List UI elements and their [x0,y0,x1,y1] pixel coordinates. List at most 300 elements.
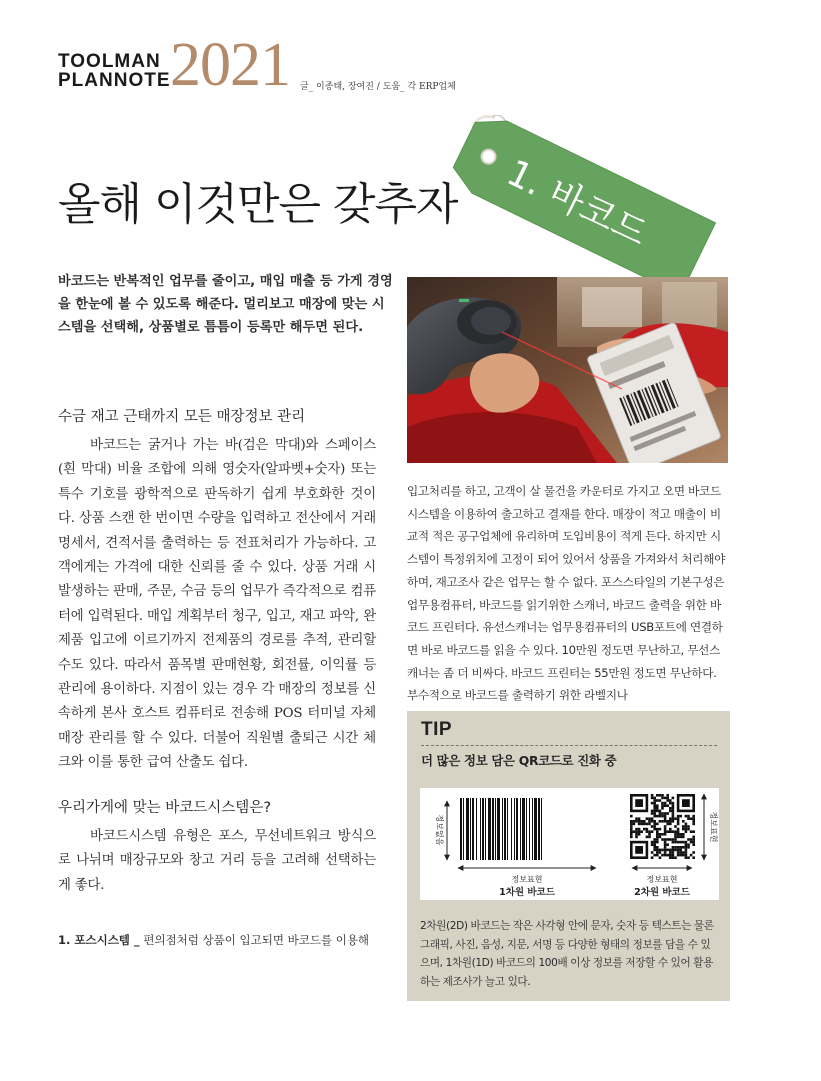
qr-module [656,807,659,810]
qr-module [674,825,677,828]
barcode-bar [522,798,525,860]
qr-module [648,830,651,833]
section-2-heading: 우리가게에 맞는 바코드시스템은? [58,800,272,816]
2d-caption: 2차원 바코드 [634,887,690,898]
qr-module [666,830,669,833]
qr-module [685,823,688,826]
qr-module [638,817,641,820]
qr-module [669,823,672,826]
qr-module [669,856,672,859]
qr-module [664,849,667,852]
qr-module [664,825,667,828]
qr-module [664,820,667,823]
qr-module [656,799,659,802]
qr-module [664,830,667,833]
qr-module [630,820,633,823]
qr-module [656,823,659,826]
tip-box [407,711,730,1001]
qr-module [666,823,669,826]
qr-module [656,828,659,831]
qr-module [638,830,641,833]
qr-module [682,799,690,807]
qr-module [659,849,662,852]
qr-module [669,830,672,833]
qr-module [672,804,675,807]
2d-side-label: 정보표현 [709,811,718,843]
qr-module [659,815,662,818]
qr-module [682,828,685,831]
qr-module [633,830,636,833]
qr-module [640,830,643,833]
qr-module [666,799,669,802]
qr-module [656,815,659,818]
qr-module [669,810,672,813]
tip-body: 2차원(2D) 바코드는 작은 사각형 안에 문자, 숫자 등 텍스트는 물론 그래픽, 사진, 음성, 지문, 서명 등 다양한 형태의 정보를 담을 수 있으며, 1차원(1D) 바코드의 100배 이상 정보를 저장할 수 있어 활용하는 제조사가 늘고 있다. [420,920,714,988]
qr-module [669,820,672,823]
qr-module [661,807,664,810]
qr-module [677,849,680,852]
qr-module [682,854,685,857]
qr-module [669,807,672,810]
qr-module [661,833,664,836]
qr-module [690,817,693,820]
barcode-bar [463,798,464,860]
barcode-bar [504,798,506,860]
qr-module [664,797,667,800]
qr-module [666,797,669,800]
qr-module [630,830,633,833]
qr-module [666,854,669,857]
qr-module [651,820,654,823]
barcode-bar [514,798,515,860]
qr-module [648,836,651,839]
qr-module [679,815,682,818]
qr-module [659,794,662,797]
qr-module [630,833,633,836]
qr-module [659,851,662,854]
tip-title: 더 많은 정보 담은 QR코드로 진화 중 [421,753,617,768]
qr-module [635,817,638,820]
qr-module [656,833,659,836]
section-2-body: 바코드시스템 유형은 포스, 무선네트워크 방식으로 나뉘며 매장규모와 창고 거리 등을 고려해 선택하는 게 좋다. [58,829,376,893]
barcode-bar [520,798,521,860]
qr-module [664,815,667,818]
qr-module [677,828,680,831]
qr-module [669,851,672,854]
qr-module [666,804,669,807]
qr-module [674,830,677,833]
qr-module [674,841,677,844]
qr-module [648,823,651,826]
qr-module [635,799,643,807]
qr-module [685,854,688,857]
qr-module [630,836,633,839]
qr-module [653,823,656,826]
qr-module [653,841,656,844]
qr-module [635,846,643,854]
qr-module [656,838,659,841]
barcode-bar [516,798,518,860]
qr-module [664,854,667,857]
qr-module [635,828,638,831]
qr-module [672,810,675,813]
qr-module [646,828,649,831]
pos-system-text: 편의점처럼 상품이 입고되면 바코드를 이용해 [139,933,370,947]
qr-module [672,841,675,844]
barcode-bar [502,798,503,860]
qr-module [677,851,680,854]
qr-module [633,820,636,823]
qr-module [659,833,662,836]
qr-module [638,823,641,826]
qr-module [692,820,695,823]
qr-module [672,856,675,859]
qr-module [690,830,693,833]
barcode-bar [532,798,533,860]
qr-module [682,833,685,836]
qr-module [648,817,651,820]
brand-line-2: PLANNOTE [58,70,171,91]
qr-module [653,802,656,805]
barcode-scanner-photo [407,277,728,463]
1d-barcode-bars [460,798,542,860]
qr-module [664,846,667,849]
qr-module [690,854,693,857]
2d-bottom-label: 정보표현 [646,875,678,884]
qr-module [687,815,690,818]
qr-module [635,833,638,836]
qr-module [664,833,667,836]
qr-module [677,815,680,818]
qr-module [669,854,672,857]
qr-module [656,830,659,833]
qr-module [672,807,675,810]
qr-module [659,799,662,802]
barcode-bar [495,798,496,860]
section-1-heading: 수금 재고 근태까지 모든 매장정보 관리 [58,409,306,425]
qr-module [659,836,662,839]
qr-module [672,851,675,854]
qr-module [674,817,677,820]
qr-module [651,812,654,815]
qr-module [669,838,672,841]
qr-module [687,856,690,859]
qr-module [656,804,659,807]
qr-module [682,825,685,828]
qr-module [646,830,649,833]
qr-module [682,841,685,844]
qr-module [659,812,662,815]
qr-module [659,856,662,859]
qr-module [666,820,669,823]
qr-module [669,799,672,802]
qr-module [685,830,688,833]
qr-module [677,841,680,844]
qr-module [664,838,667,841]
barcode-bar [529,798,530,860]
pos-system-item [58,932,369,948]
brand-line-1: TOOLMAN [58,51,161,72]
qr-module [692,838,695,841]
qr-module [664,841,667,844]
qr-module [656,836,659,839]
barcode-bar [541,798,542,860]
qr-module [630,823,633,826]
qr-module [653,825,656,828]
qr-module [659,810,662,813]
qr-module [692,843,695,846]
qr-module [651,817,654,820]
qr-module [661,815,664,818]
qr-module [648,820,651,823]
qr-module [661,794,664,797]
qr-module [638,820,641,823]
section-1-body: 바코드는 굵거나 가는 바(검은 막대)와 스페이스(흰 막대) 비율 조합에 의해 영숫자(알파벳+숫자) 또는 특수 기호를 광학적으로 판독하기 쉽게 부호화한 것이다. 상품 스캔 한 번이면 수량을 입력하고 전산에서 거래명세서, 견적서를 출력하는 등 전표처리가 가능하다. 고객에게는 가격에 대한 신뢰를 줄 수 있다. 상품 거래 시 발생하는 판매, 주문, 수금 등의 업무가 즉각적으로 컴퓨터에 입력된다. 매입 계획부터 청구, 입고, 재고 파악, 완제품 입고에 이르기까지 전제품의 경로를 추적, 관리할 수도 있다. 따라서 품목별 판매현황, 회전률, 이익률 등 관리에 용이하다. 지점이 있는 경우 각 매장의 정보를 신속하게 본사 호스트 컴퓨터로 전송해 POS 터미널 자체 매장 관리를 할 수 있다. 더불어 직원별 출퇴근 시간 체크와 이를 통한 급여 산출도 쉽다. [58,438,376,771]
qr-module [656,810,659,813]
page-title: 올해 이것만은 갖추자 [58,179,458,230]
qr-module [690,841,693,844]
barcode-comparison-figure [420,788,719,900]
qr-module [653,854,656,857]
qr-module [630,825,633,828]
qr-module [677,820,680,823]
qr-module [651,851,654,854]
qr-module [643,823,646,826]
qr-module [651,825,654,828]
qr-module [666,812,669,815]
qr-module [651,841,654,844]
qr-module [685,815,688,818]
qr-module [656,854,659,857]
qr-module [643,820,646,823]
qr-module [692,815,695,818]
barcode-bar [492,798,494,860]
qr-module [679,851,682,854]
qr-module [687,843,690,846]
qr-module [677,823,680,826]
qr-module [656,794,659,797]
qr-module [666,794,669,797]
qr-module [682,846,685,849]
qr-module [682,820,685,823]
qr-module [669,828,672,831]
issue-year: 2021 [170,31,290,99]
qr-module [651,797,654,800]
qr-module [669,817,672,820]
barcode-bar [526,798,527,860]
qr-module [633,823,636,826]
qr-module [692,823,695,826]
qr-module [638,833,641,836]
qr-module [653,797,656,800]
qr-module [692,817,695,820]
barcode-bar [507,798,508,860]
qr-module [672,838,675,841]
barcode-bar [466,798,469,860]
qr-module [638,828,641,831]
qr-module [656,851,659,854]
qr-module [651,810,654,813]
qr-code [630,794,695,859]
barcode-bar [460,798,462,860]
qr-module [682,836,685,839]
qr-module [651,843,654,846]
qr-module [685,825,688,828]
qr-module [666,838,669,841]
qr-module [661,804,664,807]
qr-module [692,856,695,859]
qr-module [643,828,646,831]
qr-module [685,846,688,849]
qr-module [651,856,654,859]
qr-module [685,841,688,844]
qr-module [682,851,685,854]
qr-module [685,828,688,831]
qr-module [692,830,695,833]
qr-module [664,804,667,807]
barcode-bar [470,798,471,860]
qr-module [677,833,680,836]
qr-module [687,846,690,849]
author-credit: 글_ 이종태, 장여진 / 도움_ 각 ERP업체 [300,82,456,92]
qr-module [664,802,667,805]
qr-module [661,838,664,841]
qr-module [656,841,659,844]
qr-module [685,851,688,854]
qr-module [664,812,667,815]
qr-module [664,817,667,820]
qr-module [669,802,672,805]
qr-module [674,846,677,849]
qr-module [653,838,656,841]
pos-system-label: 1. 포스시스템 _ [58,933,140,947]
qr-module [687,838,690,841]
qr-module [659,828,662,831]
qr-module [669,849,672,852]
qr-module [630,815,633,818]
qr-module [661,849,664,852]
qr-module [674,838,677,841]
qr-module [679,833,682,836]
1d-side-label: 정보없음 [435,814,444,846]
qr-module [677,817,680,820]
qr-module [664,828,667,831]
qr-module [672,797,675,800]
barcode-comparison-panel [420,788,719,900]
qr-module [653,820,656,823]
qr-module [687,817,690,820]
qr-module [664,843,667,846]
qr-module [672,846,675,849]
qr-module [635,830,638,833]
qr-module [653,815,656,818]
qr-module [679,854,682,857]
barcode-bar [480,798,481,860]
qr-module [651,830,654,833]
barcode-bar [472,798,474,860]
qr-module [690,838,693,841]
qr-module [674,856,677,859]
qr-module [651,794,654,797]
tip-divider [421,745,717,746]
qr-module [672,849,675,852]
qr-module [672,802,675,805]
qr-module [692,841,695,844]
qr-module [653,828,656,831]
1d-bottom-label: 정보표현 [511,875,543,884]
qr-module [653,804,656,807]
qr-module [674,849,677,852]
qr-module [656,849,659,852]
qr-module [661,802,664,805]
qr-module [653,810,656,813]
qr-module [635,820,638,823]
qr-module [666,849,669,852]
barcode-bar [476,798,477,860]
tip-label: TIP [421,719,453,740]
qr-module [687,825,690,828]
qr-module [672,812,675,815]
qr-module [679,836,682,839]
qr-module [674,836,677,839]
qr-module [679,841,682,844]
qr-module [672,854,675,857]
qr-module [692,836,695,839]
qr-module [666,843,669,846]
qr-module [656,846,659,849]
barcode-bar [538,798,540,860]
qr-module [674,833,677,836]
qr-module [661,797,664,800]
qr-module [653,849,656,852]
barcode-bar [482,798,484,860]
barcode-bar [511,798,512,860]
barcode-bar [485,798,486,860]
qr-module [677,846,680,849]
qr-module [661,820,664,823]
barcode-bar [534,798,537,860]
qr-module [646,817,649,820]
qr-module [677,854,680,857]
qr-module [646,823,649,826]
qr-module [640,823,643,826]
qr-module [653,799,656,802]
qr-module [685,856,688,859]
qr-module [648,833,651,836]
qr-module [685,849,688,852]
qr-module [672,820,675,823]
qr-module [685,843,688,846]
barcode-bar [497,798,500,860]
qr-module [664,851,667,854]
qr-module [651,802,654,805]
qr-module [653,812,656,815]
qr-module [653,843,656,846]
qr-module [659,820,662,823]
qr-module [687,828,690,831]
qr-module [679,846,682,849]
qr-module [646,836,649,839]
qr-module [661,812,664,815]
qr-module [653,807,656,810]
tag-label: 1. 바코드 [500,152,654,256]
qr-module [677,836,680,839]
1d-caption: 1차원 바코드 [499,887,555,898]
qr-module [635,836,638,839]
right-column-body: 입고처리를 하고, 고객이 살 물건을 카운터로 가지고 오면 바코드시스템을 이용하여 출고하고 결재를 한다. 매장이 적고 매출이 비교적 적은 공구업체에 유리하며 도입비용이 적게 든다. 하지만 시스템이 특정위치에 고정이 되어 있어서 상품을 가져와서 처리해야 하며, 재고조사 같은 업무는 할 수 없다. 포스스타일의 기본구성은 업무용컴퓨터, 바코드를 읽기위한 스캐너, 바코드 출력을 위한 바코드 프린터다. 유선스캐너는 업무용컴퓨터의 USB포트에 연결하면 바로 바코드를 읽을 수 있다. 10만원 정도면 무난하고, 무선스캐너는 좀 더 비싸다. 바코드 프린터는 55만원 정도면 무난하다. 부수적으로 바코드를 출력하기 위한 라벨지나 [407,484,725,703]
qr-module [672,817,675,820]
qr-module [630,828,633,831]
